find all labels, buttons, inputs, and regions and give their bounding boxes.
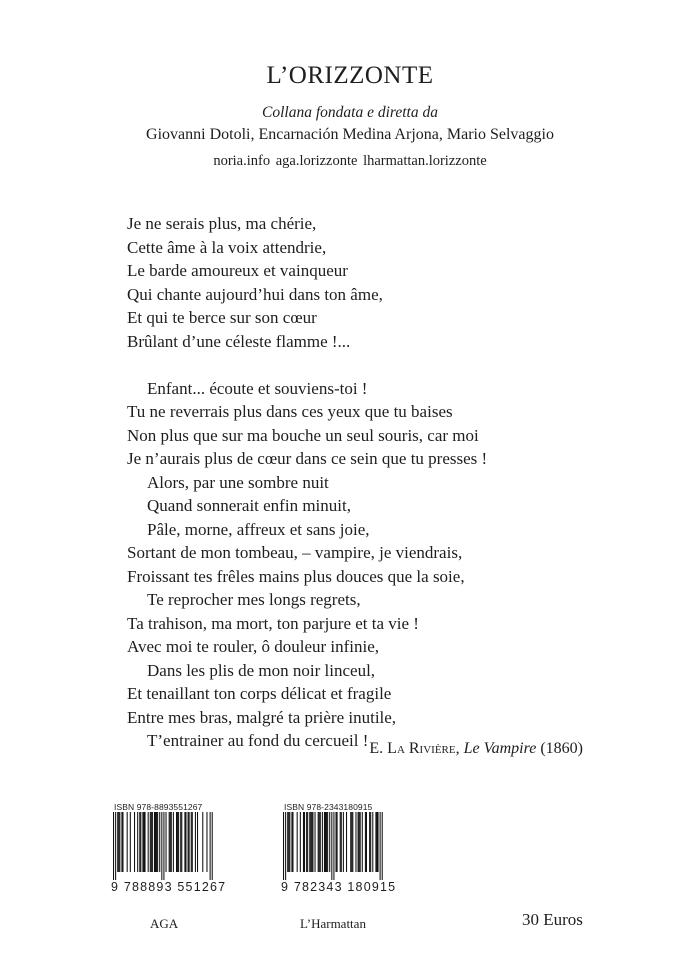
barcode-bar xyxy=(326,812,327,872)
barcode-bar xyxy=(372,812,373,872)
barcode-bar xyxy=(319,812,320,872)
poem-line: Froissant tes frêles mains plus douces que la soie, xyxy=(127,566,465,586)
barcode-bar xyxy=(150,812,151,872)
barcode-bar xyxy=(288,812,289,872)
barcode-bar xyxy=(113,812,114,880)
barcode-bar xyxy=(358,812,359,872)
poem-line: Je ne serais plus, ma chérie, xyxy=(127,214,317,233)
barcode-bar xyxy=(351,812,352,872)
barcode-bar xyxy=(343,812,344,872)
poem-line: Non plus que sur ma bouche un seul souris, car moi xyxy=(127,425,479,445)
barcode-bar xyxy=(325,812,326,872)
barcode-bar xyxy=(329,812,330,872)
barcode-bars xyxy=(111,812,215,880)
barcode-bar xyxy=(178,812,179,872)
series-subtitle: Collana fondata e diretta da xyxy=(262,104,438,121)
attribution-work: Le Vampire xyxy=(463,740,537,757)
barcode-bar xyxy=(303,812,304,872)
attribution-year: (1860) xyxy=(540,740,583,757)
barcode-bar xyxy=(318,812,319,872)
price: 30 Euros xyxy=(522,910,583,929)
barcode-bar xyxy=(181,812,182,872)
barcode-bar xyxy=(327,812,328,872)
barcode-bar xyxy=(370,812,371,872)
poem-line: Cette âme à la voix attendrie, xyxy=(127,237,327,257)
barcode-bar xyxy=(130,812,131,872)
stanza-break xyxy=(127,353,487,377)
publisher-aga: AGA xyxy=(150,916,179,931)
barcode-bar xyxy=(306,812,307,872)
barcode-bar xyxy=(311,812,312,872)
barcode-bar xyxy=(188,812,189,872)
poem-line: Te reprocher mes longs regrets, xyxy=(147,590,361,609)
poem-line: Je n’aurais plus de cœur dans ce sein que tu presses ! xyxy=(127,449,488,468)
barcode-bar xyxy=(127,812,128,872)
poem-line: Sortant de mon tombeau, – vampire, je viendrais, xyxy=(127,543,463,562)
barcode-bar xyxy=(359,812,360,872)
poem-line: Pâle, morne, affreux et sans joie, xyxy=(147,519,370,539)
barcode-bar xyxy=(117,812,118,872)
barcode-bar xyxy=(324,812,325,872)
attribution-author: La Rivière xyxy=(387,740,456,757)
poem xyxy=(127,212,487,753)
barcode-bars xyxy=(281,812,385,880)
barcode-bar xyxy=(375,812,376,872)
barcode-bar xyxy=(134,812,135,872)
barcode-bar xyxy=(333,812,334,880)
barcode-bar xyxy=(195,812,196,872)
barcode-bar xyxy=(365,812,366,872)
barcode-bar xyxy=(159,812,160,872)
poem-line: Enfant... écoute et souviens-toi ! xyxy=(147,378,368,398)
barcode-bar xyxy=(156,812,157,872)
attribution: E. La Rivière, Le Vampire (1860) xyxy=(369,740,583,757)
barcode-bar xyxy=(376,812,377,872)
isbn-label: ISBN 978-2343180915 xyxy=(284,802,373,812)
barcode-bar xyxy=(118,812,119,872)
barcode-bar xyxy=(177,812,178,872)
barcode-bar xyxy=(176,812,177,872)
barcode-bar xyxy=(139,812,140,872)
barcode-bar xyxy=(185,812,186,872)
barcode-bar xyxy=(369,812,370,872)
barcode-digits: 9 788893 551267 xyxy=(111,880,227,894)
barcode-bar xyxy=(202,812,203,872)
poem-line: Et qui te berce sur son cœur xyxy=(127,308,317,327)
barcode-bar xyxy=(304,812,305,872)
barcode-bar xyxy=(346,812,347,872)
barcode-bar xyxy=(145,812,146,872)
barcode-bar xyxy=(291,812,292,872)
poem-line: Qui chante aujourd’hui dans ton âme, xyxy=(127,284,383,304)
barcode-bar xyxy=(137,812,138,872)
poem-line: T’entrainer au fond du cercueil ! xyxy=(147,731,369,750)
barcode-harmattan xyxy=(281,802,396,894)
barcode-bar xyxy=(315,812,316,872)
barcode-bar xyxy=(312,812,313,872)
barcode-bar xyxy=(322,812,323,872)
barcode-bar xyxy=(121,812,122,872)
barcode-bar xyxy=(340,812,341,872)
barcode-bar xyxy=(297,812,298,872)
barcode-bar xyxy=(336,812,337,872)
poem-line: Ta trahison, ma mort, ton parjure et ta vie ! xyxy=(127,613,419,633)
barcode-bar xyxy=(350,812,351,872)
barcode-bar xyxy=(320,812,321,872)
barcode-bar xyxy=(189,812,190,872)
barcode-bar xyxy=(163,812,164,880)
barcode-bar xyxy=(300,812,301,872)
series-links: noria.info aga.lorizzonte lharmattan.lorizzonte xyxy=(213,153,487,169)
barcode-bar xyxy=(166,812,167,872)
barcode-bar xyxy=(122,812,123,872)
barcode-bar xyxy=(148,812,149,872)
barcode-bar xyxy=(197,812,198,872)
barcode-bar xyxy=(184,812,185,872)
barcode-bar xyxy=(292,812,293,872)
poem-line: Dans les plis de mon noir linceul, xyxy=(147,660,376,680)
barcode-bar xyxy=(352,812,353,872)
barcode-bar xyxy=(152,812,153,872)
barcode-bar xyxy=(341,812,342,872)
poem-line: Tu ne reverrais plus dans ces yeux que tu baises xyxy=(127,402,453,421)
barcode-bar xyxy=(192,812,193,872)
barcode-bar xyxy=(119,812,120,872)
barcode-bar xyxy=(170,812,171,872)
poem-line: Alors, par une sombre nuit xyxy=(147,472,329,492)
barcode-bar xyxy=(360,812,361,872)
barcode-bar xyxy=(180,812,181,872)
barcode-bar xyxy=(171,812,172,872)
barcode-bar xyxy=(155,812,156,872)
poem-line: Et tenaillant ton corps délicat et fragile xyxy=(127,684,392,703)
barcode-bar xyxy=(191,812,192,872)
poem-line: Entre mes bras, malgré ta prière inutile, xyxy=(127,707,397,727)
barcode-bar xyxy=(283,812,284,880)
barcode-bar xyxy=(310,812,311,872)
barcode-bar xyxy=(287,812,288,872)
barcode-bar xyxy=(380,812,381,880)
poem-line: Avec moi te rouler, ô douleur infinie, xyxy=(127,637,380,656)
barcode-bar xyxy=(169,812,170,872)
barcode-bar xyxy=(212,812,213,880)
barcode-bar xyxy=(362,812,363,872)
barcode-bar xyxy=(143,812,144,872)
barcode-bar xyxy=(210,812,211,880)
isbn-label: ISBN 978-8893551267 xyxy=(114,802,203,812)
poem-line: Quand sonnerait enfin minuit, xyxy=(147,496,351,515)
publisher-harmattan: L’Harmattan xyxy=(300,916,366,931)
barcode-bar xyxy=(309,812,310,872)
barcode-digits: 9 782343 180915 xyxy=(281,880,397,894)
barcode-bar xyxy=(151,812,152,872)
poem-line: Le barde amoureux et vainqueur xyxy=(127,261,348,280)
barcode-bar xyxy=(142,812,143,872)
attribution-initial: E. xyxy=(369,740,384,757)
barcode-bar xyxy=(307,812,308,872)
barcode-bar xyxy=(115,812,116,880)
barcode-bar xyxy=(355,812,356,872)
barcode-bar xyxy=(337,812,338,872)
barcode-bar xyxy=(289,812,290,872)
barcode-bar xyxy=(382,812,383,880)
barcode-bar xyxy=(140,812,141,872)
barcode-bar xyxy=(161,812,162,880)
barcode-bar xyxy=(331,812,332,880)
barcode-bar xyxy=(154,812,155,872)
series-editors: Giovanni Dotoli, Encarnación Medina Arjona, Mario Selvaggio xyxy=(146,126,554,143)
poem-line: Brûlant d’une céleste flamme !... xyxy=(127,331,351,351)
barcode-bar xyxy=(206,812,207,872)
barcode-bar xyxy=(378,812,379,872)
barcode-bar xyxy=(173,812,174,872)
barcode-aga xyxy=(111,802,226,894)
barcode-bar xyxy=(285,812,286,880)
barcode-bar xyxy=(366,812,367,872)
barcode-bar xyxy=(157,812,158,872)
series-title: L’ORIZZONTE xyxy=(266,62,434,89)
